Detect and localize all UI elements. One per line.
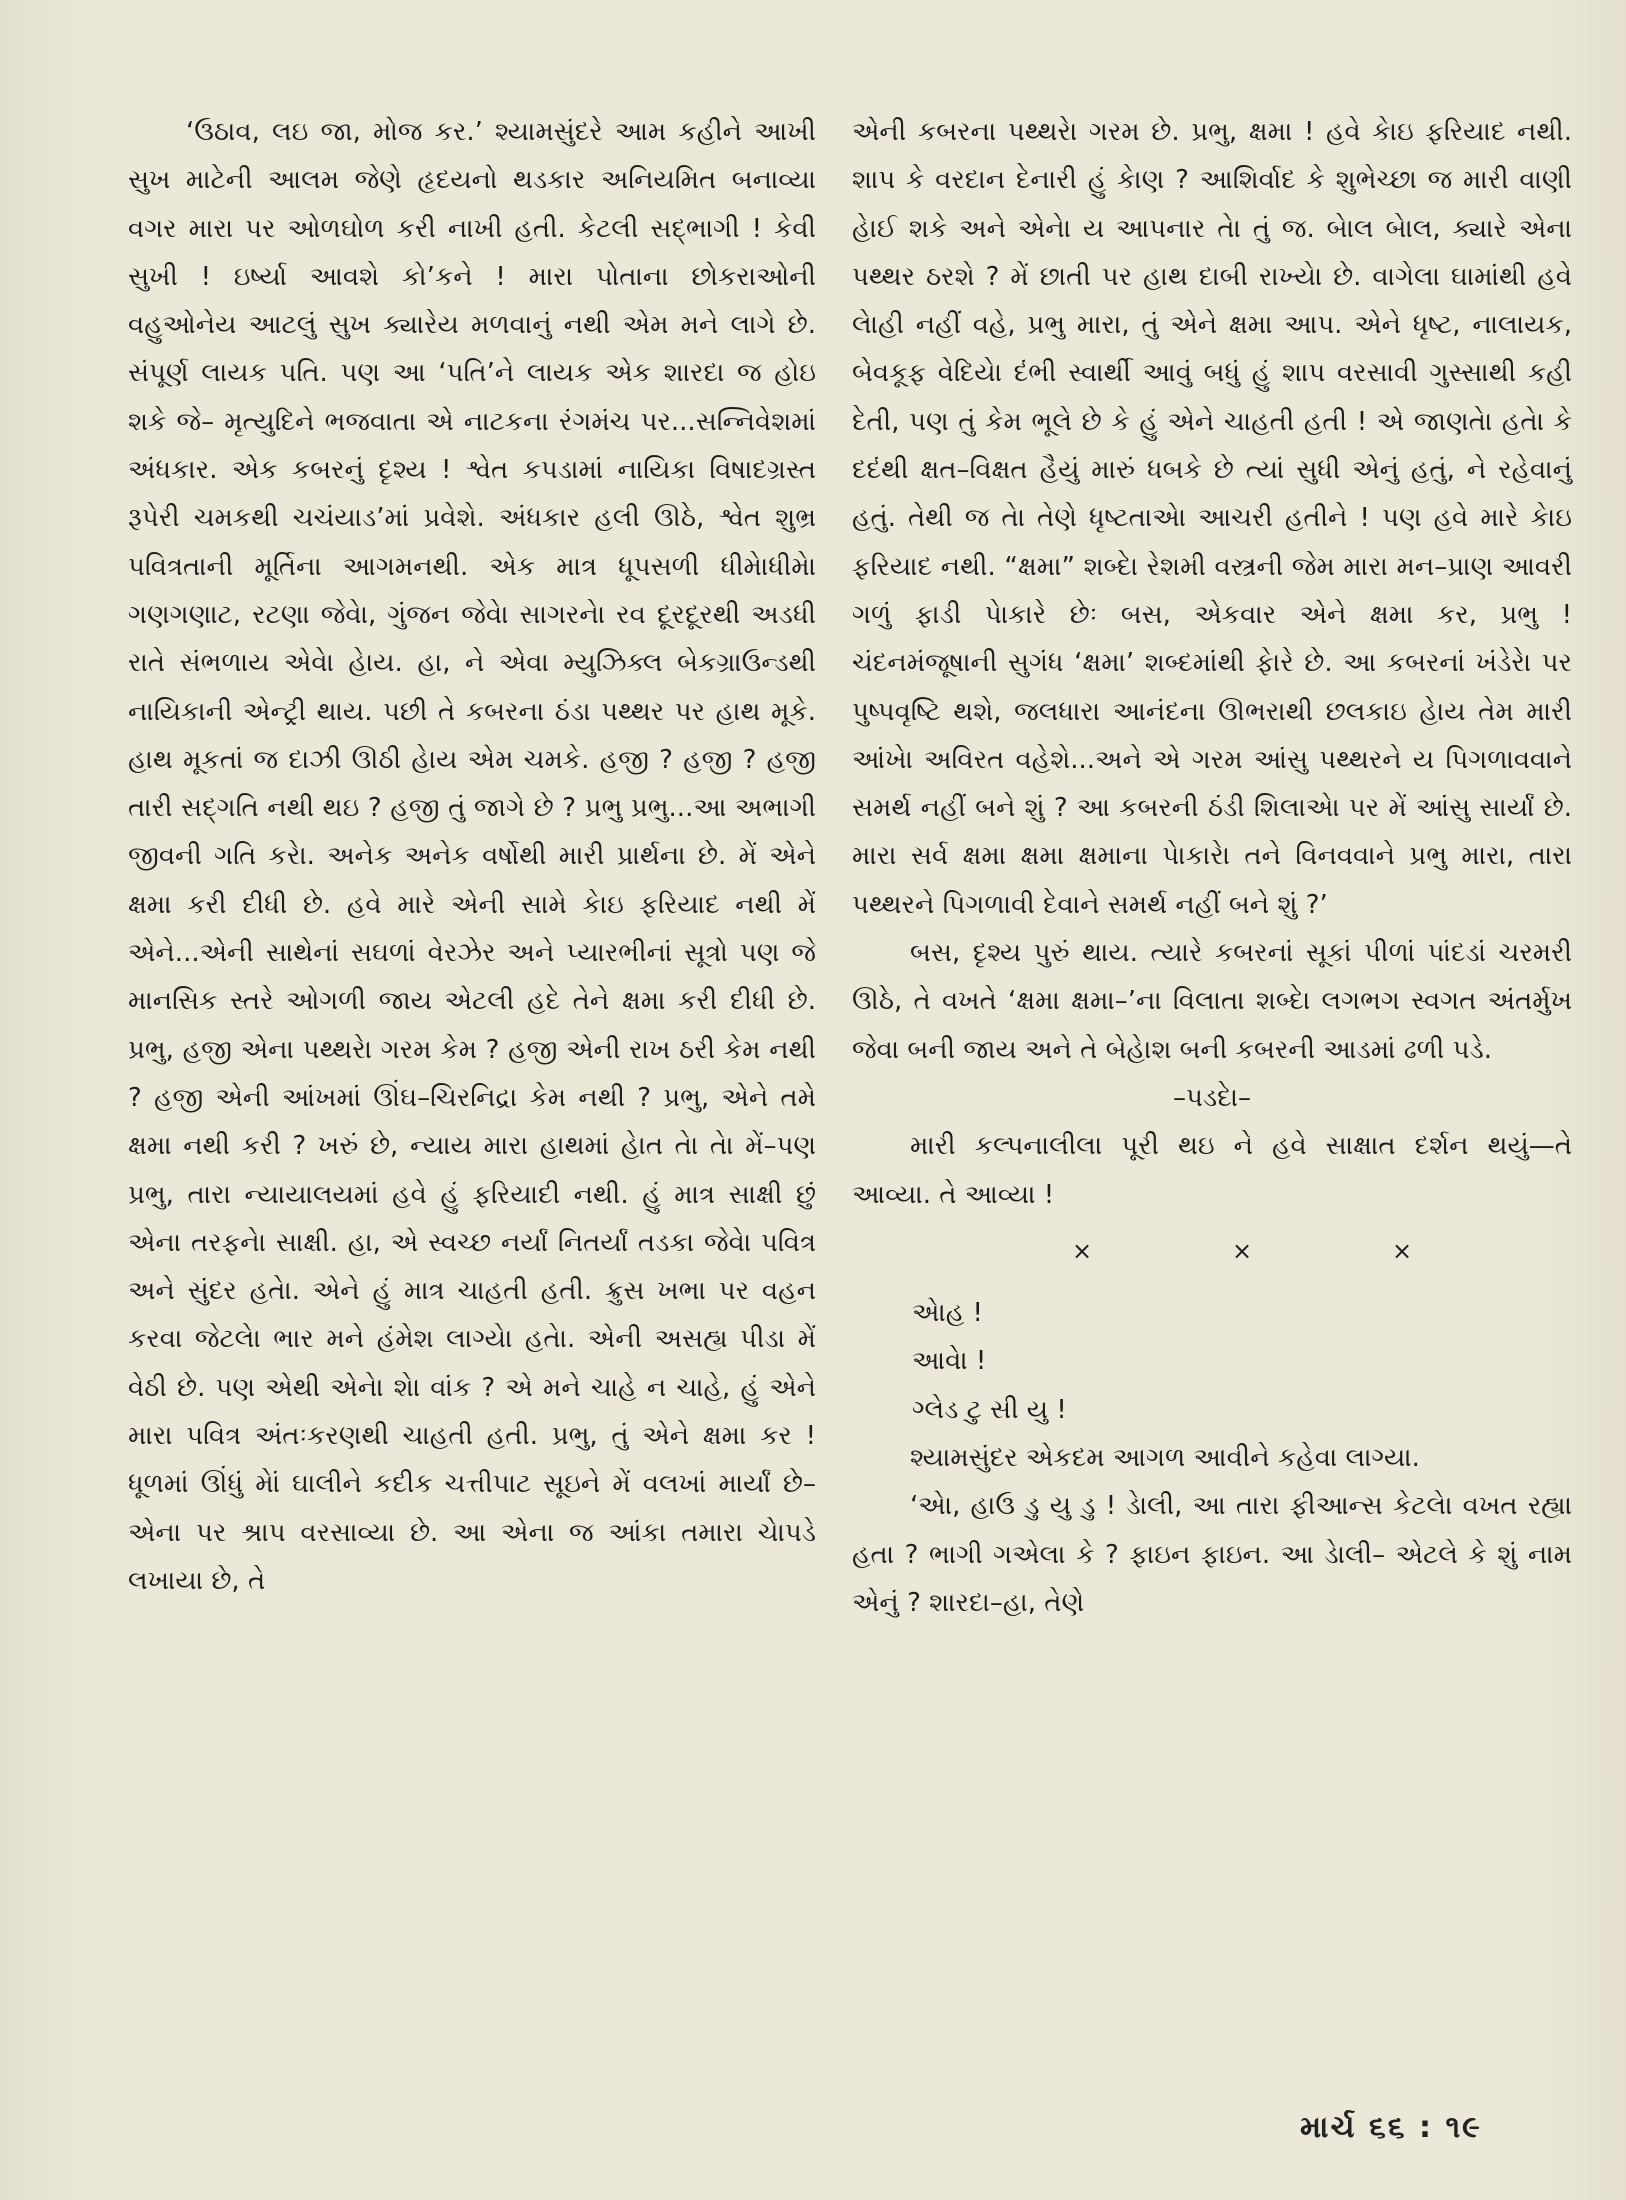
curtain-heading: –પડદેા– — [1172, 1082, 1252, 1113]
right-column — [852, 108, 1572, 1627]
short-line: એાહ ! — [912, 1298, 983, 1329]
page-footer: માર્ચ ૬૬ : ૧૯ — [1300, 2110, 1482, 2145]
right-paragraph-1: એની કબરના પથ્થરેા ગરમ છે. પ્રભુ, ક્ષમા ! હવે કેાઇ ફરિયાદ નથી. શાપ કે વરદાન દેનારી હું કેાણ ? આશિર્વાદ કે શુભેચ્છા જ મારી વાણી હેાઈ શકે અને એનેા ય આપનાર તેા તું જ. બેાલ બેાલ, ક્યારે એના પથ્થર ઠરશે ? મેં છાતી પર હાથ દાબી રાખ્યેા છે. વાગેલા ઘામાંથી હવે લેાહી નહીં વહે, પ્રભુ મારા, તું એને ક્ષમા આપ. એને ધૃષ્ટ, નાલાયક, બેવકૂફ વેદિયેા દંભી સ્વાર્થી આવું બધું હું શાપ વરસાવી ગુસ્સાથી કહી દેતી, પણ તું કેમ ભૂલે છે કે હું એને ચાહતી હતી ! એ જાણતેા હતેા કે દદંથી ક્ષત–વિક્ષત હૈયું મારું ધબકે છે ત્યાં સુધી એનું હતું, ને રહેવાનું હતું. તેથી જ તેા તેણે ધૃષ્ટતાએા આચરી હતીને ! પણ હવે મારે કેાઇ ફરિયાદ નથી. “ક્ષમા” શબ્દેા રેશમી વસ્ત્રની જેમ મારા મન–પ્રાણ આવરી ગળું ફાડી પેાકારે છેઃ બસ, એકવાર એને ક્ષમા કર, પ્રભુ ! ચંદનમંજૂષાની સુગંધ ‘ક્ષમા’ શબ્દમાંથી ફેારે છે. આ કબરનાં ખંડેરેા પર પુષ્પવૃષ્ટિ થશે, જલધારા આનંદના ઊભરાથી છલકાઇ હેાય તેમ મારી આંખેા અવિરત વહેશે...અને એ ગરમ આંસુ પથ્થરને ય પિગળાવવાને સમર્થ નહીં બને શું ? આ કબરની ઠંડી શિલાએા પર મેં આંસુ સાર્યાં છે. મારા સર્વ ક્ષમા ક્ષમા ક્ષમાના પેાકારેા તને વિનવવાને પ્રભુ મારા, તારા પથ્થરને પિગળાવી દેવાને સમર્થ નહીં બને શું ?’ — [852, 117, 1572, 920]
separator-mark: × — [1391, 1236, 1413, 1265]
right-paragraph-4: શ્યામસુંદર એકદમ આગળ આવીને કહેવા લાગ્યા. — [910, 1443, 1420, 1474]
right-paragraph-2: બસ, દૃશ્ય પુરું થાય. ત્યારે કબરનાં સૂકાં પીળાં પાંદડાં ચરમરી ઊઠે, તે વખતે ‘ક્ષમા ક્ષમા–’ના વિલાતા શબ્દેા લગભગ સ્વગત અંતર્મુખ જેવા બની જાય અને તે બેહેાશ બની કબરની આડમાં ઢળી પડે. — [852, 938, 1572, 1065]
right-paragraph-5: ‘એા, હાઉ ડુ યુ ડુ ! ડેાલી, આ તારા ફીઆન્સ કેટલેા વખત રહ્યા હતા ? ભાગી ગએલા કે ? ફાઇન ફાઇન. આ ડેાલી– એટલે કે શું નામ એનું ? શારદા–હા, તેણે — [852, 1491, 1572, 1618]
right-paragraph-3: મારી કલ્પનાલીલા પૂરી થઇ ને હવે સાક્ષાત દર્શન થયું—તે આવ્યા. તે આવ્યા ! — [852, 1131, 1572, 1210]
separator-mark: × — [1071, 1236, 1093, 1265]
left-column — [128, 108, 816, 1605]
short-line: આવેા ! — [912, 1346, 987, 1377]
section-separator — [1002, 1227, 1482, 1275]
left-paragraph: ‘ઉઠાવ, લઇ જા, મોજ કર.’ શ્યામસુંદરે આમ કહીને આખી સુખ માટેની આલમ જેણે હૃદયનો થડકાર અનિયમિત બનાવ્યા વગર મારા પર ઓળઘોળ કરી નાખી હતી. કેટલી સદ્‌ભાગી ! કેવી સુખી ! ઇર્ષ્યા આવશે કો’કને ! મારા પોતાના છોકરાઓની વહુઓનેય આટલું સુખ ક્યારેય મળવાનું નથી એમ મને લાગે છે. સંપૂર્ણ લાયક પતિ. પણ આ ‘પતિ’ને લાયક એક શારદા જ હોઇ શકે જે– મૃત્યુદિને ભજવાતા એ નાટકના રંગમંચ પર...સન્નિવેશમાં અંધકાર. એક કબરનું દૃશ્ય ! શ્વેત કપડામાં નાયિકા વિષાદગ્રસ્ત રૂપેરી ચમકથી ચચંયાડ’માં પ્રવેશે. અંધકાર હલી ઊઠે, શ્વેત શુભ્ર પવિત્રતાની મૂર્તિના આગમનથી. એક માત્ર ધૂપસળી ધીમેાધીમેા ગણગણાટ, રટણા જેવેા, ગુંજન જેવેા સાગરનેા રવ દૂરદૂરથી અડધી રાતે સંભળાય એવેા હેાય. હા, ને એવા મ્યુઝિક્લ બેકગ્રાઉન્ડથી નાયિકાની એન્ટ્રી થાય. પછી તે કબરના ઠંડા પથ્થર પર હાથ મૂકે. હાથ મૂકતાં જ દાઝી ઊઠી હેાય એમ ચમકે. હજી ? હજી ? હજી તારી સદ્‌ગતિ નથી થઇ ? હજી તું જાગે છે ? પ્રભુ પ્રભુ...આ અભાગી જીવની ગતિ કરેા. અનેક અનેક વર્ષોથી મારી પ્રાર્થના છે. મેં એને ક્ષમા કરી દીધી છે. હવે મારે એની સામે કેાઇ ફરિયાદ નથી મેં એને...એની સાથેનાં સઘળાં વેરઝેર અને પ્યારભીનાં સૂત્રો પણ જે માનસિક સ્તરે ઓગળી જાય એટલી હદે તેને ક્ષમા કરી દીધી છે. પ્રભુ, હજી એના પથ્થરેા ગરમ કેમ ? હજી એની રાખ ઠરી કેમ નથી ? હજી એની આંખમાં ઊંઘ–ચિરનિદ્રા કેમ નથી ? પ્રભુ, એને તમે ક્ષમા નથી કરી ? ખરું છે, ન્યાય મારા હાથમાં હેાત તેા તેા મેં–પણ પ્રભુ, તારા ન્યાયાલયમાં હવે હું ફરિયાદી નથી. હું માત્ર સાક્ષી છું એના તરફનેા સાક્ષી. હા, એ સ્વચ્છ નર્યાં નિતર્યાં તડકા જેવેા પવિત્ર અને સુંદર હતેા. એને હું માત્ર ચાહતી હતી. ક્રુસ ખભા પર વહન કરવા જેટલેા ભાર મને હંમેશ લાગ્યેા હતેા. એની અસહ્ય પીડા મેં વેઠી છે. પણ એથી એનેા શેા વાંક ? એ મને ચાહે ન ચાહે, હું એને મારા પવિત્ર અંતઃકરણથી ચાહતી હતી. પ્રભુ, તું એને ક્ષમા કર ! ધૂળમાં ઊંધું મેાં ઘાલીને કદીક ચત્તીપાટ સૂઇને મેં વલખાં માર્યાં છે–એના પર શ્રાપ વરસાવ્યા છે. આ એના જ આંકા તમારા ચેાપડે લખાયા છે, તે — [128, 117, 816, 1596]
separator-mark: × — [1231, 1236, 1253, 1265]
short-line: ગ્લેડ ટુ સી યુ ! — [912, 1394, 1067, 1425]
